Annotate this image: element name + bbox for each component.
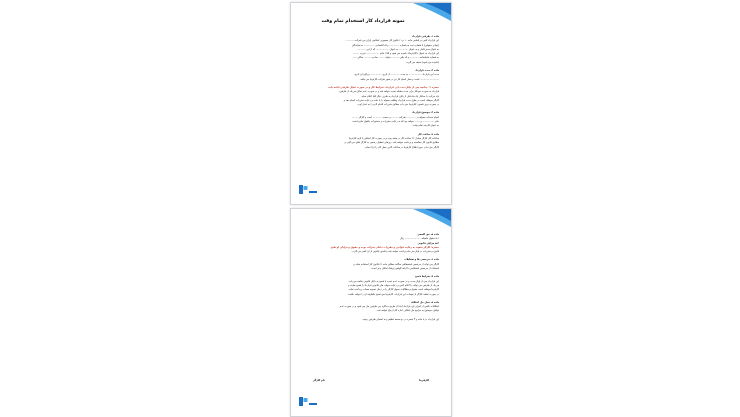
text-line: باید مراتب را حداقل یک ماه قبل از پایان قرارداد به طرف دیگر کتباً اعلام نماید.	[360, 94, 439, 98]
document-body	[303, 233, 439, 322]
text-line: قرارداد به صورت خودکار برای مدت مشابه تمدید خواهد شد و در صورت عدم تمایل هر یک از طرفین،	[338, 90, 439, 94]
section-heading: ماده ۵- حق السعی	[417, 233, 439, 236]
text-line: این قرارداد به عنوان «کارفرما» نامیده می شود و آقا / خانم ................. فرزند ........	[353, 52, 439, 56]
document-page-2	[290, 208, 452, 417]
employer-signature-label: کارفرما	[419, 379, 429, 382]
text-line: در صورت تخلف کارگر از تعهدات این قرارداد، کارفرما حق فسخ یکطرفه آن را خواهد داشت.	[347, 292, 439, 296]
document-page-1	[290, 2, 452, 205]
text-line: ......................... است و محل انجام کار نیز در شهر شرکت کارفرما می باشد.	[359, 77, 439, 81]
text-line: ساعات کار کارگر معادل ۴۴ ساعت کار در هفته بوده و در صورت کار اضافی با تأیید کارفرما	[348, 136, 439, 140]
text-line: این قرارداد کتبی بر اساس ماده ۱۰ و ۱۱ قانون کار جمهوری اسلامی ایران بین شرکت ...........	[345, 39, 439, 43]
section-heading: ماده ۴- ساعت کار	[417, 132, 439, 136]
text-line: استفاده از مرخصی استعلاجی با ارائه گواهی پزشک امکان پذیر است.	[370, 267, 439, 271]
text-line: مدت این قرارداد ................. به مدت ............ از تاریخ ............... و پایان آن تاریخ	[354, 73, 439, 77]
text-line: ۵-۱ حقوق ماهیانه ..................... ریال	[399, 237, 439, 241]
document-body	[303, 35, 439, 150]
note-line: تبصره: کارگر متعهد به رعایت قوانین و مقررات داخلی شرکت بوده و حقوق و مزایای او طبق	[330, 245, 439, 249]
text-line: به شماره شناسنامه ............ و کد ملی .......... متولد ........ صادره ......... ساکن ......	[352, 56, 439, 60]
section-heading: ماده ۲- مدت قرارداد	[415, 69, 439, 73]
text-line: این قرارداد در ۸ ماده و ۳ تبصره در دو نسخه تنظیم و به امضای طرفین رسید.	[362, 317, 439, 321]
text-line: قانون و مقررات در پایان هر ماه پرداخت خواهد شد و کسور قانونی از آن کسر می گردد.	[351, 250, 439, 254]
text-line: کارگر حق ندارد بدون اطلاع کارفرما در ساعات کاری محل کار را ترک نماید.	[364, 145, 439, 149]
text-line: این قرارداد پس از پایان مدت و در صورت عدم تمدید یا فسخ به دلایل قانونی خاتمه می یابد.	[348, 279, 439, 283]
text-line: (نامیده می شود) منعقد می گردد.	[405, 60, 439, 64]
text-line: دفتر ............... و ....... خواهد بود که به رعایت مقررات و دستورات مافوق ملزم است.	[351, 120, 439, 124]
section-heading: ماده ۷- شرایط فسخ	[415, 275, 439, 279]
section-heading: ماده ۳- موضوع قرارداد	[412, 111, 439, 115]
text-line: توافق، موضوع به مراجع حل اختلاف اداره کار ارجاع خواهد شد.	[376, 309, 439, 313]
section-heading: ماده ۸- محل حل اختلاف	[410, 300, 439, 304]
text-line: در صورت بروز قصور، کارفرما حق دارد مطابق مقررات اقدام لازم را به عمل آورد.	[356, 103, 439, 107]
text-line: به عنوان مدیرعامل و به عنوان ............ به عنوان ................. که از این ...........	[357, 47, 439, 51]
text-line: انجام خدمات محوله در ............ شرکت ........ در سمت ............ است و کارگر ........	[351, 115, 439, 119]
note-line: تبصره ۱: چنانچه پس از پایان مدت این قرارداد، شرایط کار و در صورت تمایل طرفین ادامه یابد،	[327, 85, 439, 89]
text-line: مطابق قانون کار محاسبه و پرداخت خواهد شد. روزهای تعطیل رسمی به کارگر تعلق می گیرد و	[344, 141, 439, 145]
text-line: کارفرما موظف است حقوق و مطالبات معوق کارگر را در زمان تسویه حساب پرداخت نماید.	[348, 288, 439, 292]
corner-decoration-icon	[403, 209, 451, 231]
document-title: نمونه قرارداد کار استخدام تمام وقت	[321, 19, 405, 24]
text-line: (نهادی حقوقی) با شماره ثبت به شماره ............. و کد اقتصادی .............. به نمایندگی	[351, 43, 439, 47]
worker-signature-label: نام کارگر	[313, 379, 325, 382]
text-line: هر یک از طرفین می توانند با اعلام کتبی و رعایت مهلت های قانونی قرارداد را فسخ نمایند و	[348, 283, 439, 287]
signature-row	[313, 379, 429, 382]
text-line: کارگر موظف است در طول مدت قرارداد وظایف محوله را با دقت و رعایت مقررات انجام دهد و	[343, 98, 439, 102]
brand-logo-icon	[299, 391, 317, 410]
brand-logo-icon	[299, 179, 317, 198]
text-line: به عنوان کارمند تمام وقت.	[412, 124, 439, 128]
text-line: کارگر می تواند از مرخصی استحقاقی سالانه مطابق ماده ۶۴ قانون کار استفاده نماید و	[353, 262, 439, 266]
section-heading: ماده ۱- طرفین قرارداد	[412, 35, 439, 38]
section-heading: ماده ۶- مرخصی ها و تعطیلات	[404, 258, 439, 262]
section-heading: ۵-۲ مزایای قانونی	[417, 241, 439, 245]
text-line: اختلافات ناشی از اجرای این قرارداد ابتدا از طریق مذاکره بین طرفین حل می شود و در صورت عدم	[339, 305, 439, 309]
